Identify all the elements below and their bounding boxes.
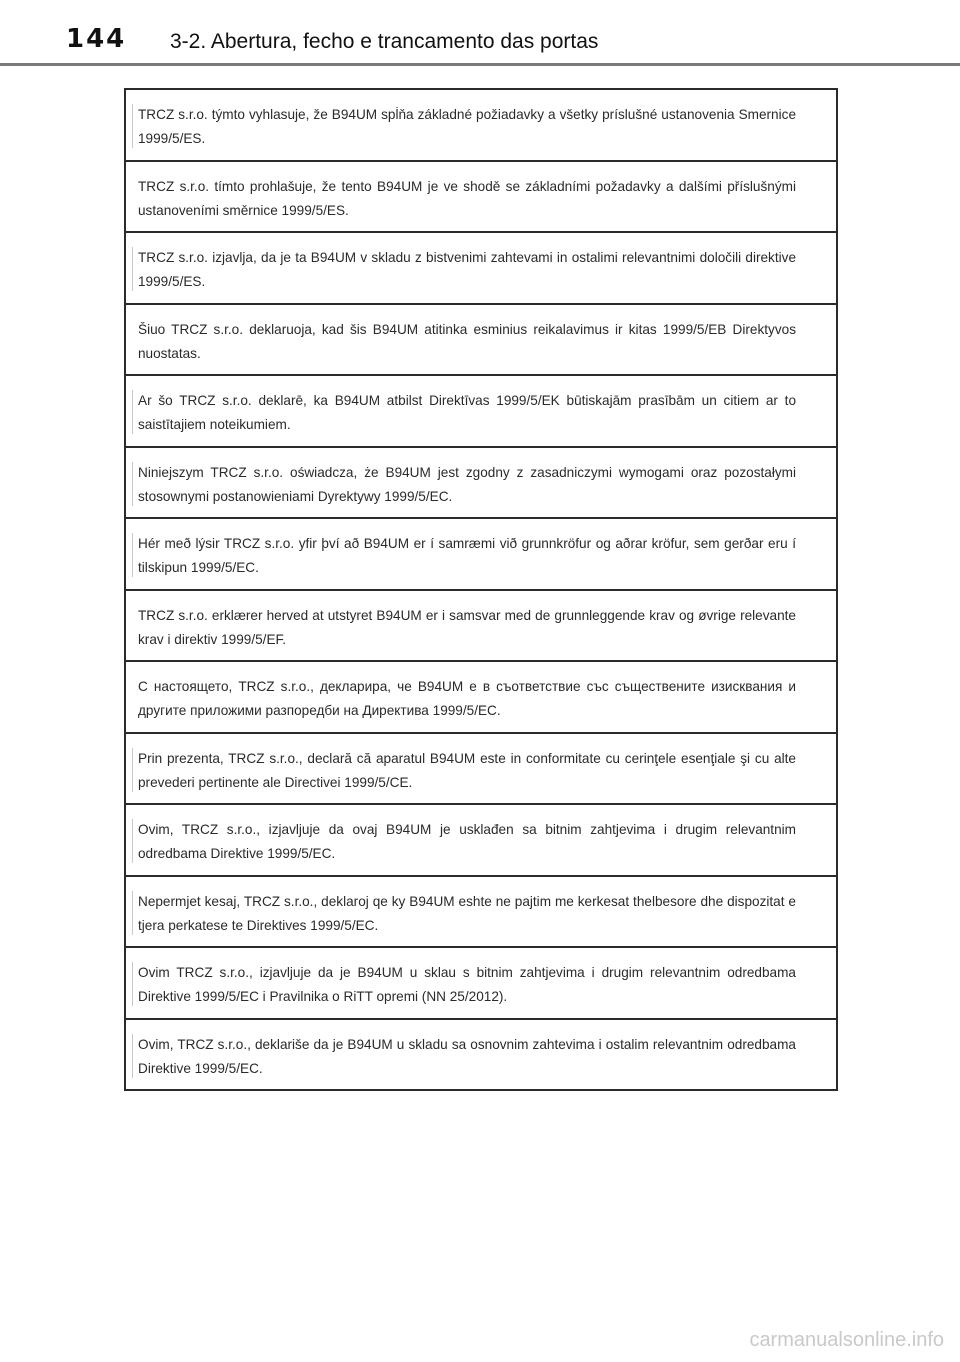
declaration-row-cs [126,162,836,234]
declaration-row-pl [126,448,836,520]
declaration-text: Nepermjet kesaj, TRCZ s.r.o., deklaroj qe ky B94UM eshte ne pajtim me kerkesat thelbesore dhe dispozitat e tjera perkatese te Direktives 1999/5/EC. [138,893,796,933]
declaration-row-lv [126,376,836,448]
declaration-text: TRCZ s.r.o. izjavlja, da je ta B94UM v skladu z bistvenimi zahtevami in ostalimi relevantnimi določili direktive 1999/5/ES. [138,250,796,289]
scan-mark [132,533,133,577]
declaration-row-sl [126,233,836,305]
declaration-text: Hér með lýsir TRCZ s.r.o. yfir því að B94UM er í samræmi við grunnkröfur og aðrar kröfur, sem gerðar eru í tilskipun 1999/5/EC. [138,536,796,575]
site-watermark: carmanualsonline.info [749,1329,944,1351]
scan-mark [132,390,133,434]
scan-mark [132,962,133,1006]
declaration-row-ro [126,734,836,806]
declaration-table [124,88,838,1091]
declaration-row-bg [126,662,836,734]
header-rule [0,63,960,66]
declaration-text: Ar šo TRCZ s.r.o. deklarē, ka B94UM atbilst Direktīvas 1999/5/EK būtiskajām prasībām un citiem ar to saistītajiem noteikumiem. [138,393,796,432]
declaration-text: Niniejszym TRCZ s.r.o. oświadcza, że B94UM jest zgodny z zasadniczymi wymogami oraz pozostałymi stosownymi postanowieniami Dyrektywy 1999/5/EC. [138,464,796,504]
scan-mark [132,462,133,506]
declaration-text: Ovim, TRCZ s.r.o., deklariše da je B94UM u skladu sa osnovnim zahtevima i ostalim relevantnim odredbama Direktive 1999/5/EC. [138,1036,796,1076]
scan-mark [132,247,133,291]
scan-mark [132,104,133,148]
declaration-row-bs [126,1020,836,1090]
declaration-row-is [126,519,836,591]
declaration-row-sk [126,90,836,162]
section-title: 3-2. Abertura, fecho e trancamento das portas [170,30,599,53]
declaration-text: TRCZ s.r.o. erklærer herved at utstyret B94UM er i samsvar med de grunnleggende krav og øvrige relevante krav i direktiv 1999/5/EF. [138,607,796,647]
declaration-text: TRCZ s.r.o. tímto prohlašuje, že tento B94UM je ve shodě se základními požadavky a dalšími příslušnými ustanoveními směrnice 1999/5/ES. [138,178,796,218]
declaration-text: Ovim, TRCZ s.r.o., izjavljuje da ovaj B94UM je usklađen sa bitnim zahtjevima i drugim relevantnim odredbama Direktive 1999/5/EC. [138,822,796,861]
scan-mark [132,819,133,863]
declaration-text: Šiuo TRCZ s.r.o. deklaruoja, kad šis B94UM atitinka esminius reikalavimus ir kitas 1999/5/EB Direktyvos nuostatas. [138,321,796,361]
declaration-row-hr [126,805,836,877]
declaration-row-sr [126,948,836,1020]
declaration-row-lt [126,305,836,377]
scan-mark [132,891,133,935]
declaration-text: TRCZ s.r.o. týmto vyhlasuje, že B94UM spĺňa základné požiadavky a všetky príslušné ustanovenia Smernice 1999/5/ES. [138,107,796,146]
scan-mark [132,748,133,792]
page-header [0,0,960,66]
declaration-text: С настоящето, TRCZ s.r.o., декларира, че B94UM е в съответствие със съществените изисквания и другите приложими разпоредби на Директива 1999/5/EC. [138,679,796,718]
scan-mark [132,1034,133,1078]
declaration-text: Prin prezenta, TRCZ s.r.o., declară că aparatul B94UM este in conformitate cu cerinţele esenţiale şi cu alte prevederi pertinente ale Directivei 1999/5/CE. [138,750,796,790]
declaration-row-sq [126,877,836,949]
declaration-row-no [126,591,836,663]
page-number: 144 [66,24,127,54]
declaration-text: Ovim TRCZ s.r.o., izjavljuje da je B94UM u sklau s bitnim zahtjevima i drugim relevantnim odredbama Direktive 1999/5/EC i Pravilnika o RiTT opremi (NN 25/2012). [138,965,796,1004]
